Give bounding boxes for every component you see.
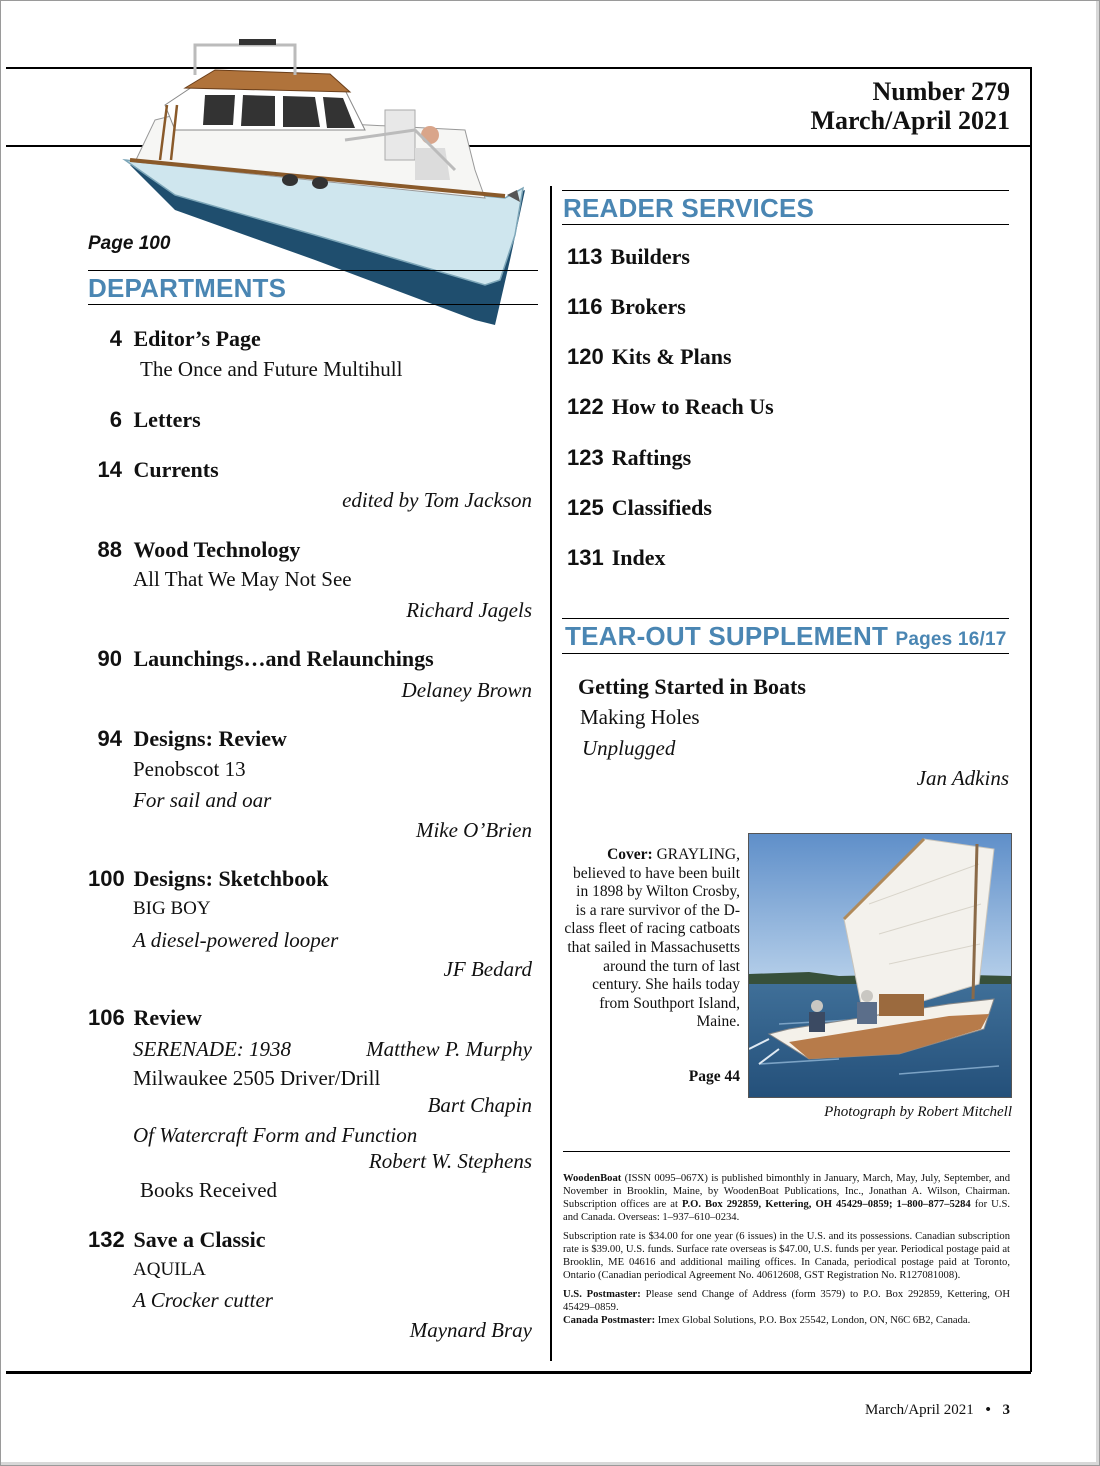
- rs-index[interactable]: [567, 545, 666, 571]
- fineprint-us-postmaster: [563, 1288, 1010, 1314]
- dept-review-design-desc: For sail and oar: [133, 788, 272, 812]
- tearout-feature-desc: Unplugged: [582, 736, 676, 760]
- tearout-rule: [562, 618, 1009, 619]
- right-border-rule: [1030, 67, 1032, 1372]
- dept-currents[interactable]: [88, 457, 219, 483]
- departments-rule: [88, 270, 538, 271]
- dept-review-title: Review: [133, 1005, 202, 1030]
- cover-caption: [562, 846, 740, 1032]
- dept-review-num: 106: [88, 1005, 125, 1030]
- fineprint-ca-label: Canada Postmaster:: [563, 1315, 656, 1326]
- dept-wood-num: 88: [97, 537, 122, 562]
- cover-label: Cover:: [607, 846, 653, 863]
- dept-sketchbook-title: Designs: Sketchbook: [133, 866, 329, 891]
- rs-index-num: 131: [567, 545, 604, 570]
- rs-reach-num: 122: [567, 394, 604, 419]
- footer-date: March/April 2021: [865, 1402, 974, 1418]
- dept-editors-title: Editor’s Page: [133, 326, 261, 351]
- dept-letters-num: 6: [109, 407, 122, 432]
- dept-classic-desc: A Crocker cutter: [133, 1288, 273, 1312]
- dept-review-design-title: Designs: Review: [133, 726, 287, 751]
- departments-rule-bottom: [88, 304, 538, 305]
- rs-raftings-label: Raftings: [611, 445, 692, 470]
- rs-reach-label: How to Reach Us: [611, 394, 774, 419]
- dept-review-design-num: 94: [97, 726, 122, 751]
- fineprint-p1a: (ISSN 0095–067X) is published bimonthly in January, March, May, July, September, and November in Brooklin, Maine, by WoodenBoat Publications, Inc., Jonathan A. Wilson, Chairman. Subscription offices are at: [563, 1173, 1010, 1210]
- fineprint-rule: [563, 1151, 1010, 1152]
- fineprint-name: WoodenBoat: [563, 1173, 622, 1184]
- dept-wood-sub: All That We May Not See: [133, 567, 352, 591]
- fineprint-address: P.O. Box 292859, Kettering, OH 45429–0859; 1–800–877–5284: [681, 1199, 971, 1210]
- rs-builders-num: 113: [567, 244, 603, 269]
- rs-index-label: Index: [611, 545, 666, 570]
- issue-number: Number 279: [872, 77, 1010, 106]
- fineprint-ca-text: Imex Global Solutions, P.O. Box 25542, London, ON, N6C 6B2, Canada.: [655, 1315, 971, 1326]
- dept-wood-technology[interactable]: [88, 537, 300, 563]
- tearout-feature-author: Jan Adkins: [916, 766, 1009, 790]
- dept-sketchbook-num: 100: [88, 866, 125, 891]
- rs-classifieds-label: Classifieds: [611, 495, 712, 520]
- departments-heading: DEPARTMENTS: [88, 273, 287, 303]
- dept-classic-author: Maynard Bray: [409, 1318, 532, 1342]
- dept-sketchbook-desc: A diesel-powered looper: [133, 928, 339, 952]
- reader-services-heading: READER SERVICES: [563, 193, 815, 223]
- tearout-feature-sub: Making Holes: [580, 705, 700, 729]
- dept-launch-title: Launchings…and Relaunchings: [133, 646, 434, 671]
- dept-currents-num: 14: [97, 457, 122, 482]
- dept-review-design-sub: Penobscot 13: [133, 757, 246, 781]
- rs-raftings-num: 123: [567, 445, 604, 470]
- footer-page-number: 3: [1002, 1402, 1010, 1418]
- rs-builders[interactable]: [567, 244, 690, 270]
- fineprint-us-text: Please send Change of Address (form 3579) to P.O. Box 292859, Kettering, OH 45429–0859.: [563, 1289, 1010, 1313]
- dept-designs-sketchbook[interactable]: [88, 866, 328, 892]
- rs-how-to-reach-us[interactable]: [567, 394, 774, 420]
- dept-review-design-author: Mike O’Brien: [415, 818, 532, 842]
- dept-wood-title: Wood Technology: [133, 537, 301, 562]
- publication-info: [563, 1172, 1010, 1333]
- issue-date: March/April 2021: [810, 106, 1010, 135]
- dept-sketchbook-author: JF Bedard: [443, 957, 532, 981]
- dept-save-a-classic[interactable]: [88, 1227, 266, 1253]
- tearout-rule-bottom: [562, 653, 1009, 654]
- fineprint-us-label: U.S. Postmaster:: [563, 1289, 641, 1300]
- dept-classic-title: Save a Classic: [133, 1227, 266, 1252]
- dept-launchings[interactable]: [88, 646, 434, 672]
- rs-brokers-num: 116: [567, 294, 603, 319]
- cover-photo[interactable]: [748, 833, 1012, 1098]
- rs-raftings[interactable]: [567, 445, 691, 471]
- rs-kits-label: Kits & Plans: [611, 344, 732, 369]
- dept-currents-author: edited by Tom Jackson: [342, 488, 532, 512]
- cover-photo-credit: Photograph by Robert Mitchell: [824, 1104, 1012, 1120]
- fineprint-canada-postmaster: [563, 1314, 1010, 1327]
- dept-review-item1: SERENADE: 1938: [133, 1037, 292, 1061]
- dept-launch-author: Delaney Brown: [401, 678, 532, 702]
- dept-editors-sub: The Once and Future Multihull: [140, 357, 403, 381]
- footer-bullet: •: [985, 1402, 991, 1418]
- boat-page-label: Page 100: [88, 233, 171, 254]
- bottom-rule: [6, 1371, 1031, 1374]
- reader-services-rule-bottom: [562, 224, 1009, 225]
- dept-review-item3-author: Robert W. Stephens: [368, 1149, 532, 1173]
- tearout-feature-title[interactable]: Getting Started in Boats: [578, 674, 806, 699]
- dept-review[interactable]: [88, 1005, 202, 1031]
- dept-review-item2: Milwaukee 2505 Driver/Drill: [133, 1066, 381, 1090]
- dept-letters[interactable]: [88, 407, 201, 433]
- column-divider: [550, 186, 552, 1361]
- dept-designs-review[interactable]: [88, 726, 287, 752]
- rs-classifieds-num: 125: [567, 495, 604, 520]
- dept-classic-sub: AQUILA: [133, 1259, 206, 1280]
- rs-brokers[interactable]: [567, 294, 686, 320]
- dept-wood-author: Richard Jagels: [406, 598, 532, 622]
- dept-review-item2-author: Bart Chapin: [427, 1093, 532, 1117]
- dept-classic-num: 132: [88, 1227, 125, 1252]
- reader-services-rule: [562, 190, 1009, 191]
- dept-currents-title: Currents: [133, 457, 219, 482]
- tearout-heading: [565, 621, 1006, 652]
- rs-classifieds[interactable]: [567, 495, 712, 521]
- tearout-title: TEAR-OUT SUPPLEMENT: [565, 621, 889, 651]
- dept-launch-num: 90: [97, 646, 122, 671]
- rs-kits-num: 120: [567, 344, 604, 369]
- rs-builders-label: Builders: [610, 244, 690, 269]
- cover-page-ref: Page 44: [688, 1068, 740, 1085]
- page-footer: [865, 1402, 1010, 1419]
- cover-text: GRAYLING, believed to have been built in 1898 by Wilton Crosby, is a rare survivor of the D-class fleet of racing catboats that sailed in Massachusetts around the turn of last century. She hails today from Southport Island, Maine.: [564, 846, 740, 1031]
- dept-review-item3: Of Watercraft Form and Function: [133, 1123, 418, 1147]
- dept-editors-page[interactable]: [88, 326, 261, 352]
- dept-review-item4: Books Received: [140, 1178, 278, 1202]
- dept-editors-num: 4: [109, 326, 122, 351]
- fineprint-publication: [563, 1172, 1010, 1224]
- tearout-pages: Pages 16/17: [895, 629, 1007, 650]
- rs-kits-plans[interactable]: [567, 344, 732, 370]
- rs-brokers-label: Brokers: [610, 294, 686, 319]
- dept-review-item1-author: Matthew P. Murphy: [366, 1037, 532, 1061]
- dept-letters-title: Letters: [133, 407, 201, 432]
- fineprint-p1b: for U.S. and Canada. Overseas: 1–937–610–0234.: [563, 1199, 1010, 1223]
- dept-sketchbook-sub: BIG BOY: [133, 898, 211, 919]
- fineprint-subscription: Subscription rate is $34.00 for one year (6 issues) in the U.S. and its possessions. Canadian subscription rate is $39.00, U.S. funds. Surface rate overseas is $47.00, U.S. funds per year. Periodical postage paid at Brooklin, ME 04616 and additional mailing offices. In Canada, periodical postage paid at Toronto, Ontario (Canadian periodical Agreement No. 40612608, GST Registration No. R127081008).: [563, 1231, 1010, 1281]
